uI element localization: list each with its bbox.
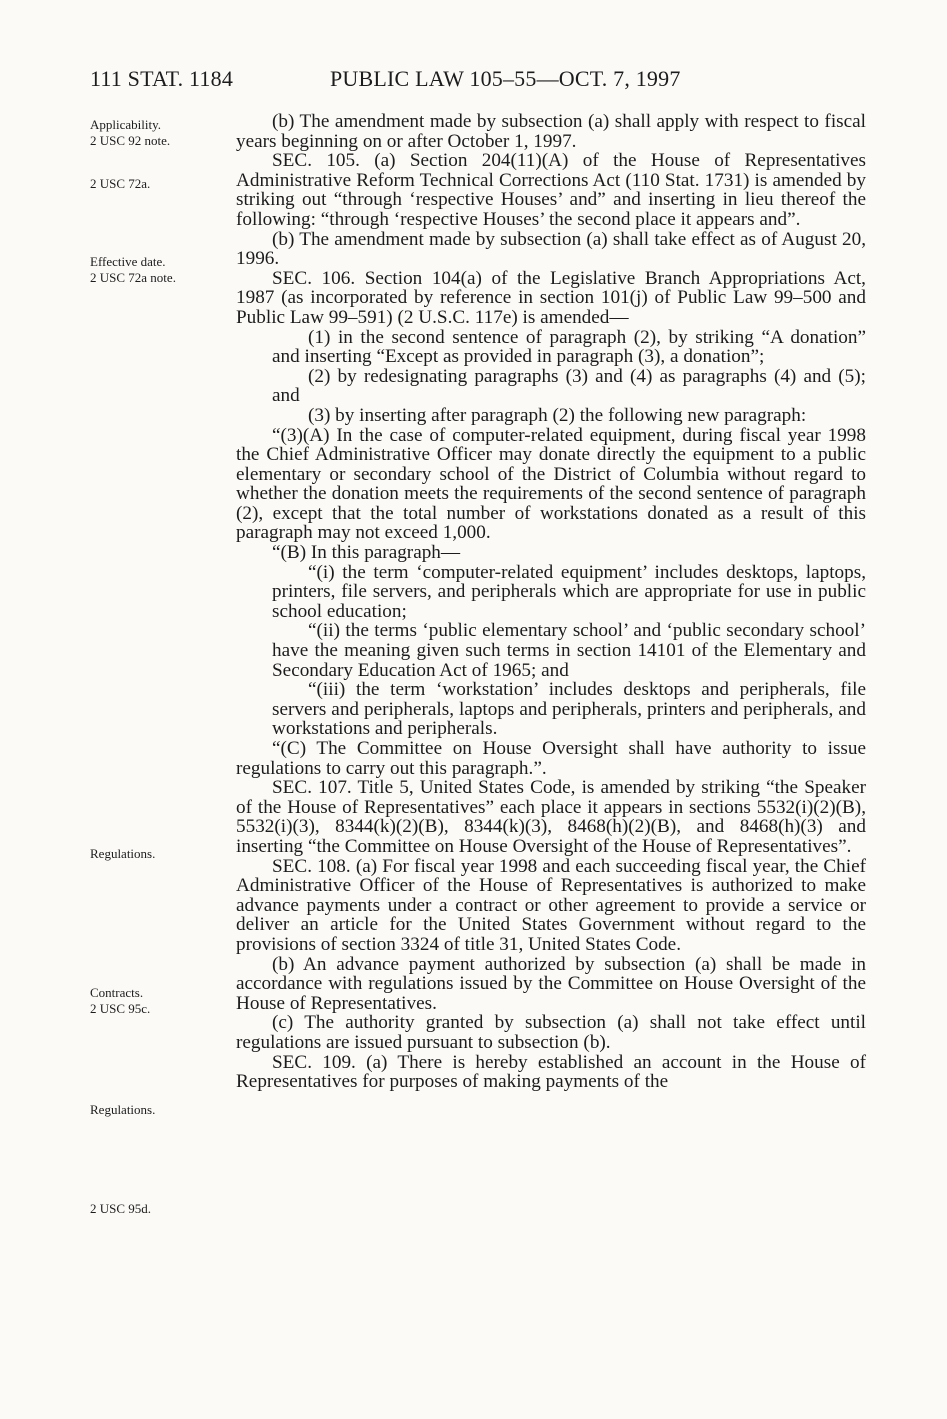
margin-note-2usc72a: 2 USC 72a.: [90, 176, 151, 191]
list-item: (1) in the second sentence of paragraph (2), by striking “A donation” and inserting “Except as provided in paragraph (3), a donation”;: [272, 326, 866, 368]
law-citation: PUBLIC LAW 105–55—OCT. 7, 1997: [330, 66, 681, 91]
margin-note-applicability: Applicability. 2 USC 92 note.: [90, 117, 171, 148]
paragraph: (b) The amendment made by subsection (a) shall take effect as of August 20, 1996.: [236, 228, 866, 270]
quoted-paragraph-3C: “(C) The Committee on House Oversight shall have authority to issue regulations to carry out this paragraph.”.: [236, 738, 866, 779]
section-105: SEC. 105. (a) Section 204(11)(A) of the House of Representatives Administrative Reform Technical Corrections Act (110 Stat. 1731) is amended by striking out “through ‘respective Houses’ and” and inserting in lieu thereof the following: “through ‘respective Houses’ the second place it appears and”.: [236, 150, 866, 230]
paragraph: (c) The authority granted by subsection (a) shall not take effect until regulations are issued pursuant to subsection (b).: [236, 1012, 866, 1053]
margin-note-effective-date: Effective date. 2 USC 72a note.: [90, 254, 176, 285]
quoted-clause-iii: “(iii) the term ‘workstation’ includes desktops and peripherals, file servers and peripherals, laptops and peripherals, printers and peripherals, and workstations and peripherals.: [272, 679, 866, 740]
section-107: SEC. 107. Title 5, United States Code, is amended by striking “the Speaker of the House of Representatives” each place it appears in sections 5532(i)(2)(B), 5532(i)(3), 8344(k)(2)(B), 8344(k)(3), 8468(h)(2)(B), and 8468(h)(3) and inserting “the Committee on House Oversight of the House of Representatives”.: [236, 777, 866, 857]
document-body: [236, 112, 866, 1092]
section-108: SEC. 108. (a) For fiscal year 1998 and each succeeding fiscal year, the Chief Administrative Officer of the House of Representatives is authorized to make advance payments under a contract or other agreement to provide a service or deliver an article for the United States Government without regard to the provisions of section 3324 of title 31, United States Code.: [236, 855, 866, 955]
paragraph: (b) An advance payment authorized by subsection (a) shall be made in accordance with regulations issued by the Committee on House Oversight of the House of Representatives.: [236, 953, 866, 1014]
section-109: SEC. 109. (a) There is hereby established an account in the House of Representatives for purposes of making payments of the: [236, 1051, 866, 1093]
list-item: (3) by inserting after paragraph (2) the following new paragraph:: [308, 404, 807, 426]
list-item: (2) by redesignating paragraphs (3) and (4) as paragraphs (4) and (5); and: [272, 365, 866, 407]
quoted-paragraph-3B: “(B) In this paragraph—: [272, 542, 461, 564]
paragraph: (b) The amendment made by subsection (a) shall apply with respect to fiscal years beginning on or after October 1, 1997.: [236, 111, 866, 152]
quoted-paragraph-3A: “(3)(A) In the case of computer-related equipment, during fiscal year 1998 the Chief Administrative Officer may donate directly the equipment to a public elementary or secondary school of the District of Columbia without regard to whether the donation meets the requirements of the second sentence of paragraph (2), except that the total number of workstations donated as a result of this paragraph may not exceed 1,000.: [236, 424, 866, 544]
margin-note-regulations: Regulations.: [90, 846, 156, 861]
margin-note-regulations-2: Regulations.: [90, 1102, 156, 1117]
quoted-clause-ii: “(ii) the terms ‘public elementary school’ and ‘public secondary school’ have the meaning given such terms in section 14101 of the Elementary and Secondary Education Act of 1965; and: [272, 620, 866, 681]
stat-citation: 111 STAT. 1184: [90, 66, 234, 91]
section-106: SEC. 106. Section 104(a) of the Legislative Branch Appropriations Act, 1987 (as incorporated by reference in section 101(j) of Public Law 99–500 and Public Law 99–591) (2 U.S.C. 117e) is amended—: [236, 267, 866, 328]
margin-note-contracts: Contracts. 2 USC 95c.: [90, 985, 151, 1016]
quoted-clause-i: “(i) the term ‘computer-related equipment’ includes desktops, laptops, printers, file servers, and peripherals which are appropriate for use in public school education;: [272, 561, 866, 622]
margin-note-2usc95d: 2 USC 95d.: [90, 1201, 152, 1216]
